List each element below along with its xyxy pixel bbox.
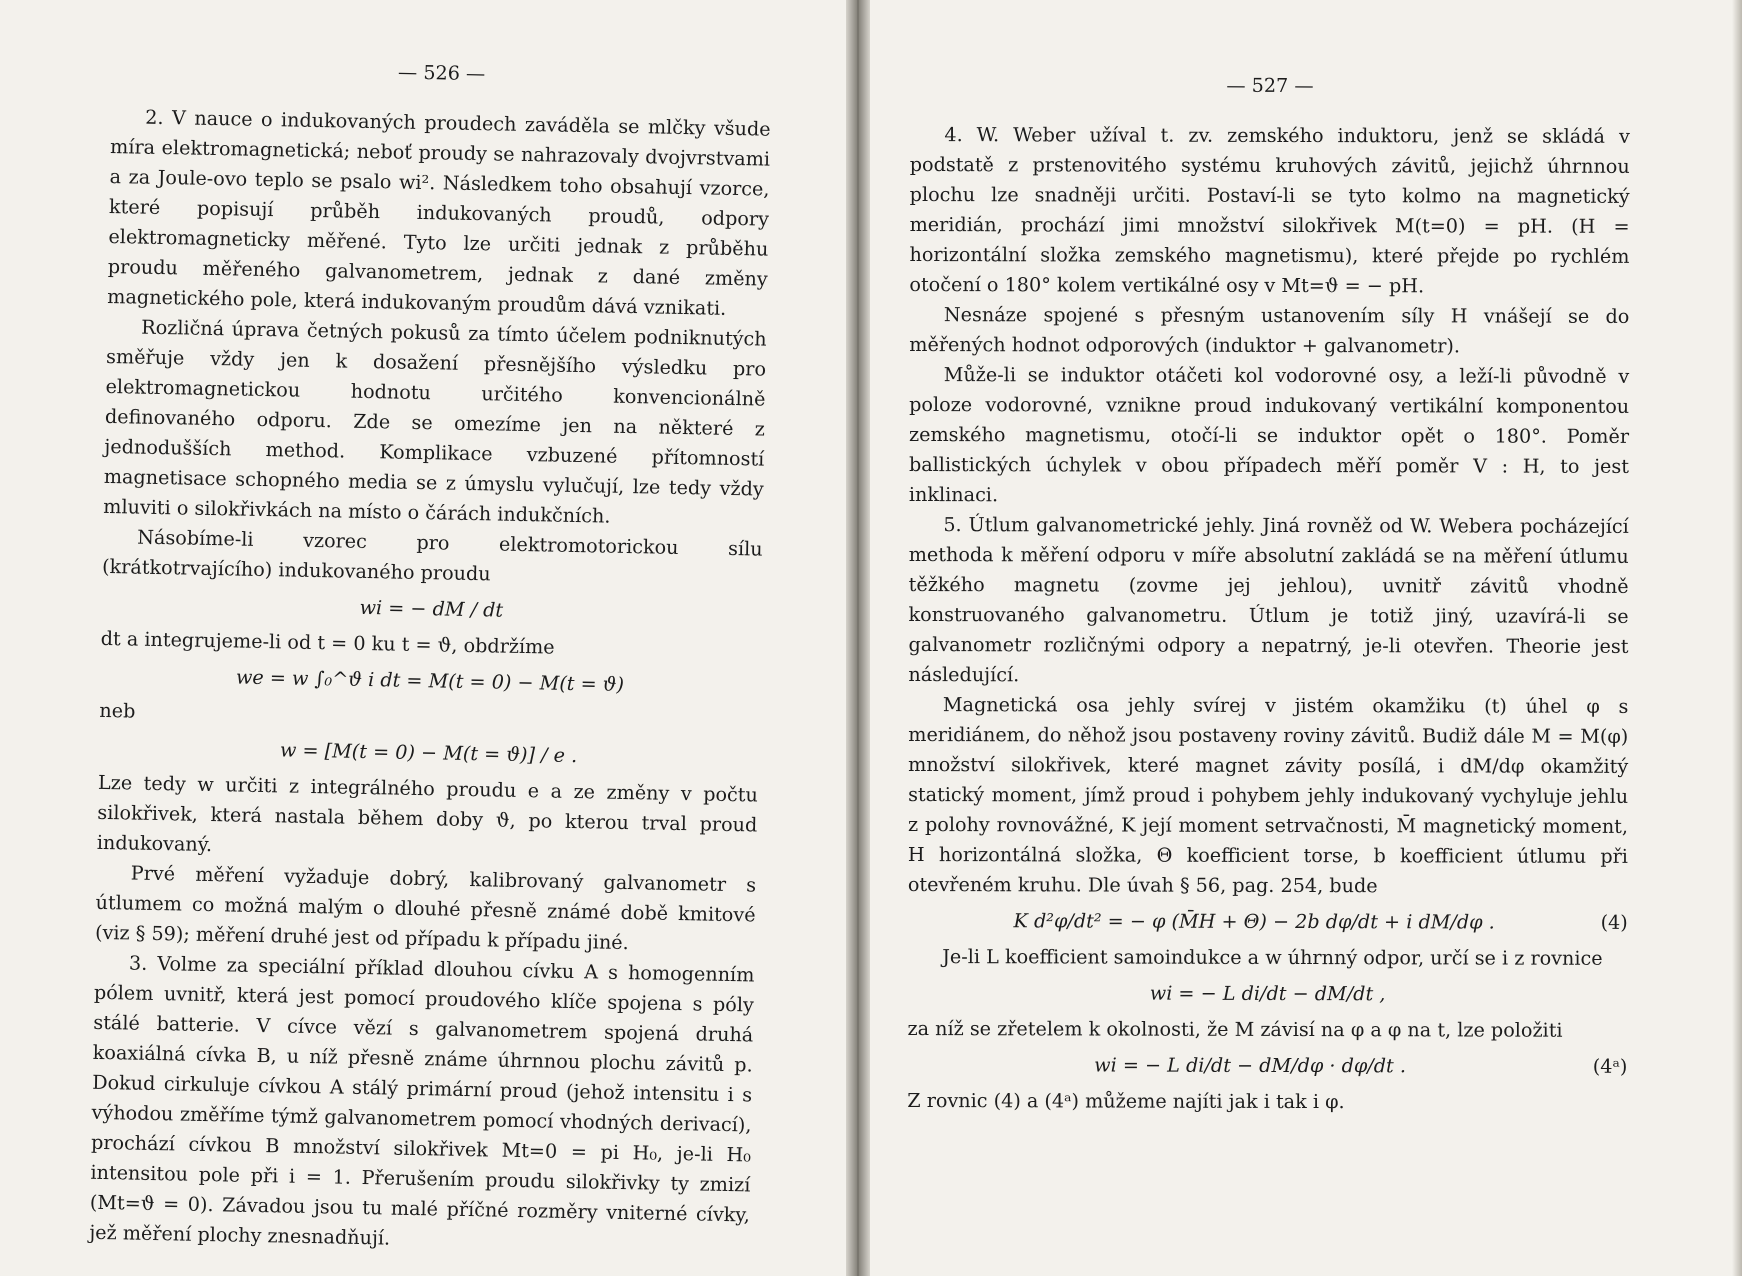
paragraph: 3. Volme za speciální příklad dlouhou cívku A s homogenním pólem uvnitř, která jest pomocí proudového klíče spojena s póly stálé batterie. V cívce vězí s galvanometrem spojená druhá koaxiálná cívka B, u níž přesně známe úhrnnou plochu závitů p. Dokud cirkuluje cívkou A stálý primární proud (jehož intensitu i s výhodou změříme týmž galvanometrem pomocí vhodných derivací), prochází cívkou B množství silokřivek Mt=0 = pi H₀, je-li H₀ intensitou pole při i = 1. Přerušením proudu silokřivky ty zmizí (Mt=ϑ = 0). Závadou jsou tu malé příčné rozměry vniterné cívky, jež měření plochy znesnadňují.	[89, 951, 755, 1250]
left-page-text	[89, 52, 772, 1260]
equation: wi = − L di/dt − dM/dt ,	[1149, 981, 1386, 1006]
paragraph: Je-li L koefficient samoindukce a w úhrnný odpor, určí se i z rovnice	[942, 945, 1603, 970]
numbered-equation	[908, 906, 1628, 938]
equation-number: (4ᵃ)	[1592, 1054, 1628, 1078]
paragraph: Prvé měření vyžaduje dobrý, kalibrovaný galvanometr s útlumem co možná malým o dlouhé přesně známé době kmitové (viz § 59); měření druhé jest od případu k případu jiné.	[94, 861, 757, 955]
equation: wi = − dM / dt	[359, 595, 504, 622]
page-number: — 526 —	[397, 60, 486, 86]
equation-label: neb	[99, 698, 136, 723]
paragraph: 2. V nauce o indukovaných proudech zaváděla se mlčky všude míra elektromagnetická; neboť proudy se nahrazovaly dvojvrstvami a za Joule-ovo teplo se psalo wi². Následkem toho obsahují vzorce, které popisují průběh indukovaných proudů, odpory elektromagneticky měřené. Tyto lze určiti jednak z průběhu proudu měřeného galvanometrem, jednak z dané změny magnetického pole, která indukovaným proudům dává vznikati.	[107, 105, 771, 320]
paragraph: za níž se zřetelem k okolnosti, že M závisí na φ a φ na t, lze položiti	[907, 1016, 1563, 1042]
paragraph: 5. Útlum galvanometrické jehly. Jiná rovněž od W. Webera pocházející methoda k měření odporu v míře absolutní zakládá se na měření útlumu těžkého magnetu (zovme jej jehlou), uvnitř závitů vhodně konstruovaného galvanometru. Útlum je totiž jiný, uzavírá-li se galvanometr rozličnými odpory a nepatrný, je-li otevřen. Theorie jest následující.	[908, 513, 1629, 687]
equation-number: (4)	[1600, 910, 1628, 934]
book-gutter	[846, 0, 870, 1276]
left-page	[0, 0, 858, 1276]
paragraph: Lze tedy w určiti z integrálného proudu e a ze změny v počtu silokřivek, která nastala během doby ϑ, po kterou trval proud indukovaný.	[96, 770, 759, 857]
paragraph: Z rovnic (4) a (4ᵃ) můžeme najíti jak i tak i φ.	[907, 1088, 1345, 1114]
paragraph: Může-li se induktor otáčeti kol vodorovné osy, a leží-li původně v poloze vodorovné, vznikne proud indukovaný vertikální komponentou zemského magnetismu, otočí-li se induktor opět o 180°. Poměr ballistických úchylek v obou případech měří poměr V : H, to jest inklinaci.	[908, 363, 1630, 507]
paragraph: dt a integrujeme-li od t = 0 ku t = ϑ, obdržíme	[100, 626, 555, 659]
right-page	[858, 0, 1742, 1276]
paragraph: Nesnáze spojené s přesným ustanovením síly H vnášejí se do měřených hodnot odporových (induktor + galvanometr).	[909, 303, 1630, 358]
equation: we = w ∫₀^ϑ i dt = M(t = 0) − M(t = ϑ)	[235, 665, 625, 696]
page-number: — 527 —	[1226, 73, 1314, 98]
equation: w = [M(t = 0) − M(t = ϑ)] / e .	[279, 738, 578, 768]
equation: K d²φ/dt² = − φ (M̄H + Θ) − 2b dφ/dt + i dM/dφ .	[1013, 909, 1495, 934]
right-page-text	[907, 70, 1630, 1118]
paragraph: Násobíme-li vzorec pro elektromotorickou sílu (krátkotrvajícího) indukovaného proudu	[101, 525, 763, 586]
paragraph: Rozličná úprava četných pokusů za tímto účelem podniknutých směřuje vždy jen k dosažení přesnějšího výsledku pro elektromagnetickou hodnotu určitého konvencionálně definovaného odporu. Zde se omezíme jen na některé z jednodušších method. Komplikace vzbuzené přítomností magnetisace schopného media se z úmyslu vylučují, lze tedy vždy mluviti o silokřivkách na místo o čárách indukčních.	[103, 315, 767, 528]
page-edge	[1732, 0, 1742, 1276]
numbered-equation	[907, 1050, 1627, 1082]
paragraph: 4. W. Weber užíval t. zv. zemského induktoru, jenž se skládá v podstatě z prstenovitého systému kruhových závitů, jejichž úhrnnou plochu lze snadněji určiti. Postaví-li se tyto kolmo na magnetický meridián, prochází jimi množství silokřivek M(t=0) = pH. (H = horizontální složka zemského magnetismu), které přejde po rychlém otočení o 180° kolem vertikálné osy v Mt=ϑ = − pH.	[909, 123, 1630, 298]
equation: wi = − L di/dt − dM/dφ · dφ/dt .	[1094, 1053, 1407, 1078]
paragraph: Magnetická osa jehly svírej v jistém okamžiku (t) úhel φ s meridiánem, do něhož jsou postaveny roviny závitů. Budiž dále M = M(φ) množství silokřivek, které magnet závity posílá, i dM/dφ okamžitý statický moment, jímž proud i pohybem jehly indukovaný vychyluje jehlu z polohy rovnovážné, K její moment setrvačnosti, M̄ magnetický moment, H horizontálná složka, Θ koefficient torse, b koefficient útlumu při otevřeném kruhu. Dle úvah § 56, pag. 254, bude	[907, 693, 1629, 898]
